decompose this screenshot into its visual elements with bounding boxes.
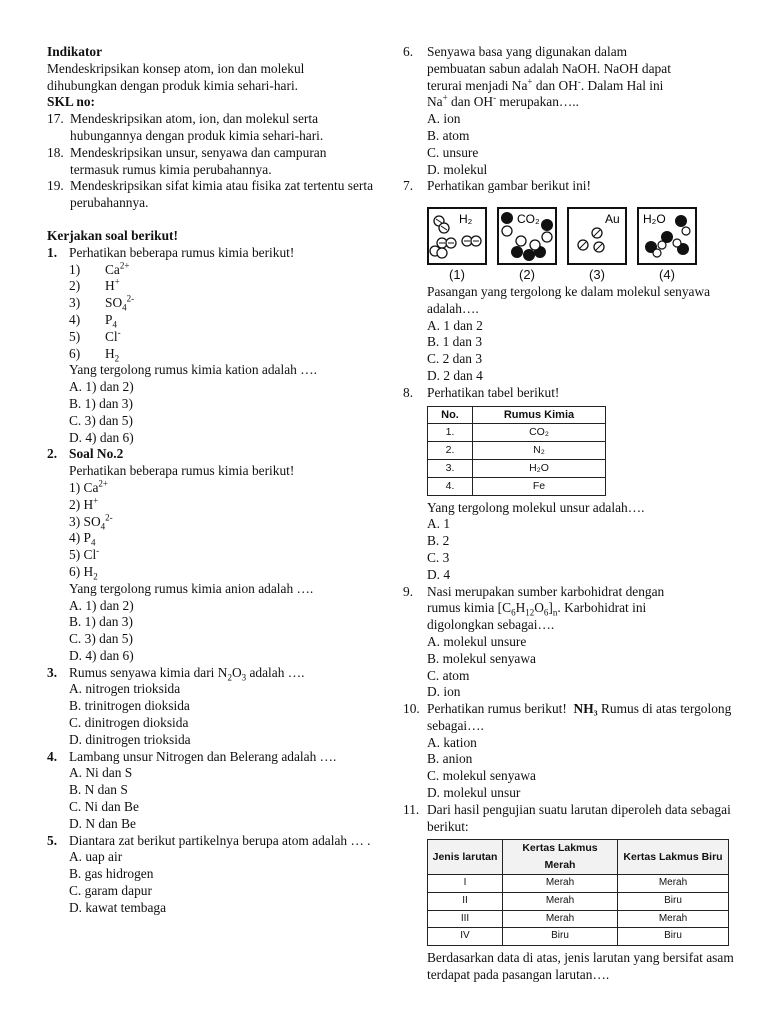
option[interactable]: D. 4 [427, 566, 451, 582]
question-text: Yang tergolong rumus kimia anion adalah …. [69, 580, 314, 596]
option[interactable]: C. atom [427, 667, 470, 683]
option[interactable]: A. 1 dan 2 [427, 317, 483, 333]
question-7: 7. Perhatikan gambar berikut ini! [403, 178, 743, 195]
question-stem: Perhatikan beberapa rumus kimia berikut! [69, 244, 295, 260]
co2-molecule-diagram [497, 207, 557, 265]
option[interactable]: C. 3 [427, 549, 450, 565]
option[interactable]: D. ion [427, 684, 461, 700]
indikator-title: Indikator [47, 44, 103, 59]
svg-text:H₂: H₂ [459, 212, 473, 227]
option[interactable]: B. 1 dan 3 [427, 334, 483, 350]
right-column [403, 44, 743, 984]
option[interactable]: C. dinitrogen dioksida [69, 715, 189, 731]
svg-text:Au: Au [605, 212, 620, 227]
option[interactable]: C. unsure [427, 144, 479, 160]
table-row: I Merah Merah [428, 875, 729, 893]
option[interactable]: A. 1) dan 2) [69, 379, 134, 395]
formula-item: 3) $SO_4^{2-}$ [69, 293, 135, 313]
litmus-table: Jenis larutan Kertas Lakmus Merah Kertas Lakmus Biru I Merah Merah II Merah Biru III Merah Merah IV Biru Biru [427, 839, 729, 946]
option[interactable]: C. Ni dan Be [69, 799, 139, 815]
question-stem: Dari hasil pengujian suatu larutan diperoleh data sebagai berikut: [427, 801, 731, 834]
option[interactable]: D. 4) dan 6) [69, 429, 134, 445]
formula-item: 6) $H_2$ [69, 345, 120, 364]
formula-item: 1) $Ca^{2+}$ [69, 478, 108, 495]
option[interactable]: B. molekul senyawa [427, 650, 536, 666]
question-3: 3. Rumus senyawa kimia dari $N_2O_3$ adalah …. A. nitrogen trioksida B. trinitrogen dioksida C. dinitrogen dioksida D. dinitrogen trioksida [47, 665, 377, 749]
h2o-molecule-diagram [637, 207, 697, 265]
table-row: 3. H₂O [428, 459, 606, 477]
table-row: 4. Fe [428, 477, 606, 495]
molecule-figure [403, 207, 743, 284]
question-8: 8. Perhatikan tabel berikut! [403, 385, 743, 402]
question-1: 1. Perhatikan beberapa rumus kimia berikut! 1) $Ca^{2+}$ 2) H+ 3) $SO_4^{2-}$ 4) $P_4$ 5) Cl- 6) $H_2$ Yang tergolong rumus kimia kation adalah …. A. 1) dan 2) B. 1) dan 3) C. 3) dan 5) D. 4) dan 6) [47, 245, 377, 447]
option[interactable]: D. molekul unsur [427, 785, 521, 801]
option[interactable]: D. molekul [427, 161, 488, 177]
option[interactable]: A. 1) dan 2) [69, 597, 134, 613]
question-6: 6. Senyawa basa yang digunakan dalam pembuatan sabun adalah NaOH. NaOH dapat terurai menjadi Na+ dan OH-. Dalam Hal ini Na+ dan OH- merupakan….. A. ion B. atom C. unsure D. molekul [403, 44, 743, 178]
formula-table: No. Rumus Kimia 1. CO₂ 2. N₂ 3. H₂O 4. Fe [427, 406, 606, 496]
molecule-box-4: H₂O (4) [637, 207, 697, 284]
formula-item: 1) $Ca^{2+}$ [69, 260, 130, 277]
option[interactable]: A. ion [427, 111, 461, 127]
formula-item: 4) $P_4$ [69, 311, 117, 330]
option[interactable]: A. Ni dan S [69, 765, 133, 781]
option[interactable]: D. 4) dan 6) [69, 647, 134, 663]
option[interactable]: A. nitrogen trioksida [69, 681, 181, 697]
question-9: 9. Nasi merupakan sumber karbohidrat dengan rumus kimia $[C_6H_{12}O_6]_n$. Karbohidrat ini digolongkan sebagai…. A. molekul unsure B. molekul senyawa C. atom D. ion [403, 584, 743, 702]
formula-item: 6) $H_2$ [69, 563, 98, 582]
formula-item: 2) H+ [69, 495, 99, 512]
option[interactable]: C. 3) dan 5) [69, 412, 133, 428]
option[interactable]: B. 2 [427, 533, 450, 549]
formula-item: 3) $SO_4^{2-}$ [69, 512, 113, 532]
option[interactable]: D. dinitrogen trioksida [69, 731, 191, 747]
molecule-box-2: CO₂ (2) [497, 207, 557, 284]
table-row: IV Biru Biru [428, 928, 729, 946]
left-column [47, 44, 377, 917]
table-row: II Merah Biru [428, 892, 729, 910]
question-10: 10. Perhatikan rumus berikut! NH₃ Rumus di atas tergolong sebagai…. A. kation B. anion C. molekul senyawa D. molekul unsur [403, 701, 743, 802]
table-row: 2. N₂ [428, 442, 606, 460]
question-title: Soal No.2 [69, 446, 124, 462]
option[interactable]: A. molekul unsure [427, 633, 527, 649]
table-row: 1. CO₂ [428, 424, 606, 442]
svg-text:CO₂: CO₂ [517, 212, 540, 227]
option[interactable]: D. 2 dan 4 [427, 367, 483, 383]
question-text: Yang tergolong rumus kimia kation adalah …. [69, 362, 317, 378]
formula-item: 5) Cl- [69, 545, 100, 563]
question-text: Pasangan yang tergolong ke dalam molekul senyawa adalah…. [427, 283, 711, 316]
skl-item: 17. Mendeskripsikan atom, ion, dan molekul serta hubungannya dengan produk kimia sehari-hari. [47, 111, 324, 143]
option[interactable]: B. 1) dan 3) [69, 395, 133, 411]
option[interactable]: C. 2 dan 3 [427, 351, 483, 367]
question-text: Berdasarkan data di atas, jenis larutan yang bersifat asam terdapat pada pasangan larutan…. [427, 950, 734, 983]
question-5: 5. Diantara zat berikut partikelnya berupa atom adalah … . A. uap air B. gas hidrogen C. garam dapur D. kawat tembaga [47, 833, 377, 917]
option[interactable]: A. kation [427, 734, 477, 750]
question-11: 11. Dari hasil pengujian suatu larutan diperoleh data sebagai berikut: [403, 802, 743, 836]
table-row: III Merah Merah [428, 910, 729, 928]
question-stem: Diantara zat berikut partikelnya berupa atom adalah … . [69, 832, 371, 848]
h2-molecule-diagram [427, 207, 487, 265]
option[interactable]: C. molekul senyawa [427, 768, 536, 784]
indikator-text: Mendeskripsikan konsep atom, ion dan molekul dihubungkan dengan produk kimia sehari-hari. [47, 60, 305, 93]
question-stem: Perhatikan tabel berikut! [427, 384, 560, 400]
option[interactable]: B. N dan S [69, 782, 128, 798]
skl-title: SKL no: [47, 94, 96, 110]
svg-text:H₂O: H₂O [643, 212, 666, 227]
molecule-box-3: Au (3) [567, 207, 627, 284]
option[interactable]: B. 1) dan 3) [69, 614, 133, 630]
option[interactable]: B. gas hidrogen [69, 866, 154, 882]
option[interactable]: B. trinitrogen dioksida [69, 698, 190, 714]
question-stem: Rumus senyawa kimia dari $N_2O_3$ adalah …. [69, 664, 305, 683]
question-stem: Lambang unsur Nitrogen dan Belerang adalah …. [69, 748, 337, 764]
option[interactable]: A. uap air [69, 849, 123, 865]
option[interactable]: D. kawat tembaga [69, 899, 167, 915]
skl-item: 18. Mendeskripsikan unsur, senyawa dan campuran termasuk rumus kimia perubahannya. [47, 144, 327, 177]
option[interactable]: B. anion [427, 751, 473, 767]
option[interactable]: C. garam dapur [69, 883, 152, 899]
option[interactable]: B. atom [427, 127, 470, 143]
section-heading: Kerjakan soal berikut! [47, 227, 178, 243]
molecule-box-1: H₂ (1) [427, 207, 487, 284]
question-stem: Perhatikan rumus berikut! NH₃ Rumus di atas tergolong sebagai…. [427, 701, 732, 733]
question-stem: Perhatikan gambar berikut ini! [427, 178, 591, 194]
option[interactable]: A. 1 [427, 516, 451, 532]
formula-item: 2) H+ [69, 276, 120, 294]
formula-item: 4) $P_4$ [69, 530, 96, 548]
question-4: 4. Lambang unsur Nitrogen dan Belerang adalah …. A. Ni dan S B. N dan S C. Ni dan Be D. N dan Be [47, 749, 377, 833]
option[interactable]: C. 3) dan 5) [69, 631, 133, 647]
au-atom-diagram [567, 207, 627, 265]
question-2: 2. Soal No.2 Perhatikan beberapa rumus kimia berikut! 1) $Ca^{2+}$ 2) H+ 3) $SO_4^{2-}$ 4) $P_4$ 5) Cl- 6) $H_2$ Yang tergolong rumus kimia anion adalah …. A. 1) dan 2) B. 1) dan 3) C. 3) dan 5) D. 4) dan 6) [47, 446, 377, 664]
question-text: Yang tergolong molekul unsur adalah…. [427, 499, 645, 515]
option[interactable]: D. N dan Be [69, 815, 136, 831]
question-stem: Perhatikan beberapa rumus kimia berikut! [69, 463, 295, 479]
formula-item: 5) Cl- [69, 327, 121, 344]
skl-item: 19. Mendeskripsikan sifat kimia atau fisika zat tertentu serta perubahannya. [47, 178, 374, 211]
